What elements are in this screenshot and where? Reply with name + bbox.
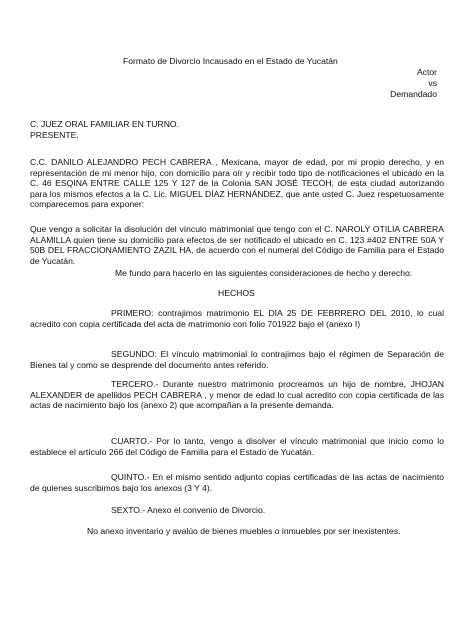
- facts-heading: HECHOS: [218, 288, 255, 298]
- document-title: Formato de Divorcio Incausado en el Estado de Yucatán: [123, 56, 338, 66]
- party-defendant: Demandado: [390, 89, 437, 99]
- addressee: C. JUEZ ORAL FAMILIAR EN TURNO.: [30, 119, 179, 129]
- intro-paragraph: C.C. DANILO ALEJANDRO PECH CABRERA , Mexicana, mayor de edad, por mi propio derecho, y en representación de mi menor hijo, con domicilio para oír y recibir todo tipo de notificaciones el ubicado en la C. 46 ESQINA ENTRE CALLE 125 Y 127 de la Colonia SAN JOSÉ TECOH, de esta ciudad autorizando para los mismos efectos a la C. Lic. MIGUEL DÍAZ HERNÁNDEZ, que ante usted C. Juez respetuosamente comparecemos para exponer:: [30, 157, 444, 210]
- fact-primero: PRIMERO: contrajimos matrimonio EL DIA 25 DE FEBRRERO DEL 2010, lo cual acredito con copia certificada del acta de matrimonio con folio 701922 bajo el (anexo I): [30, 308, 444, 329]
- fact-quinto: QUINTO.- En el mismo sentido adjunto copias certificadas de las actas de nacimiento de quienes suscribimos bajo los anexos (3 Y 4).: [30, 472, 444, 493]
- fact-cuarto: CUARTO.- Por lo tanto, vengo a disolver el vínculo matrimonial que inicio como lo establece el artículo 266 del Código de Familia para el Estado de Yucatán.: [30, 436, 444, 457]
- fact-segundo: SEGUNDO: El vínculo matrimonial lo contrajimos bajo el régimen de Separación de Bienes tal y como se desprende del documento antes referido.: [30, 349, 444, 370]
- party-vs: vs: [428, 78, 437, 88]
- party-actor: Actor: [416, 67, 437, 77]
- petition-paragraph: Que vengo a solicitar la disolución del vínculo matrimonial que tengo con el C. NAROLY OTILIA CABRERA ALAMILLA quien tiene su domicilio para efectos de ser notificado el ubicado en C. 123 #402 ENTRE 50A Y 50B DEL FRACCIONAMIENTO ZAZIL HA, de acuerdo con el numeral del Código de Familia para el Estado de Yucatán.: [30, 224, 444, 266]
- fact-tercero: TERCERO.- Durante nuestro matrimonio procreamos un hijo de nombre, JHOJAN ALEXANDER de apellidos PECH CABRERA , y menor de edad lo cual acredito con copia certificada de las actas de nacimiento bajo los (anexo 2) que acompañan a la presente demanda.: [30, 379, 444, 411]
- closing-statement: No anexo inventario y avalúo de bienes muebles o inmuebles por ser inexistentes.: [87, 526, 401, 536]
- presente: PRESENTE.: [30, 130, 79, 140]
- grounds-statement: Me fundo para hacerlo en las siguientes consideraciones de hecho y derecho:: [115, 268, 413, 278]
- fact-sexto: SEXTO.- Anexo el convenio de Divorcio.: [111, 505, 266, 515]
